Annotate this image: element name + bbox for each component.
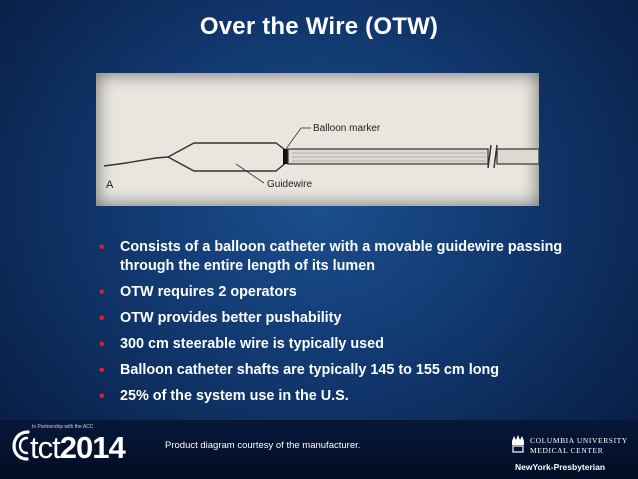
bullet-list [97, 238, 577, 413]
columbia-university-text: COLUMBIA UNIVERSITY [530, 436, 628, 445]
bullet-dot-icon: • [99, 310, 105, 327]
brand-main: tct [30, 430, 60, 465]
tct-brand [30, 432, 125, 463]
bullet-text: 300 cm steerable wire is typically used [120, 336, 384, 352]
catheter-diagram [96, 73, 539, 206]
nyp-text: NewYork-Presbyterian [515, 462, 606, 472]
bullet-dot-icon: • [99, 284, 105, 301]
crown-logo-icon [510, 433, 526, 455]
bullet-item [97, 283, 577, 302]
bullet-dot-icon: • [99, 336, 105, 353]
bullet-item [97, 387, 577, 406]
bullet-item [97, 309, 577, 328]
bullet-text: 25% of the system use in the U.S. [120, 388, 349, 404]
bullet-text: OTW requires 2 operators [120, 284, 297, 300]
bullet-item [97, 335, 577, 354]
balloon-marker-label: Balloon marker [313, 123, 381, 134]
bullet-dot-icon: • [99, 239, 105, 256]
bullet-item [97, 238, 577, 276]
panel-letter: A [106, 179, 114, 191]
brand-year: 2014 [59, 430, 125, 465]
bullet-text: Balloon catheter shafts are typically 145 to 155 cm long [120, 362, 500, 378]
catheter-illustration [96, 73, 539, 206]
partner-text: In Partnership with the ACC [32, 424, 94, 430]
bullet-dot-icon: • [99, 388, 105, 405]
bullet-text: OTW provides better pushability [120, 310, 342, 326]
medical-center-text: MEDICAL CENTER [530, 446, 604, 455]
bullet-text: Consists of a balloon catheter with a movable guidewire passing through the entire length of its lumen [120, 239, 563, 274]
image-caption: Product diagram courtesy of the manufacturer. [165, 440, 361, 451]
bullet-dot-icon: • [99, 362, 105, 379]
guidewire-label: Guidewire [267, 179, 313, 190]
bullet-item [97, 361, 577, 380]
slide-title: Over the Wire (OTW) [199, 13, 439, 40]
